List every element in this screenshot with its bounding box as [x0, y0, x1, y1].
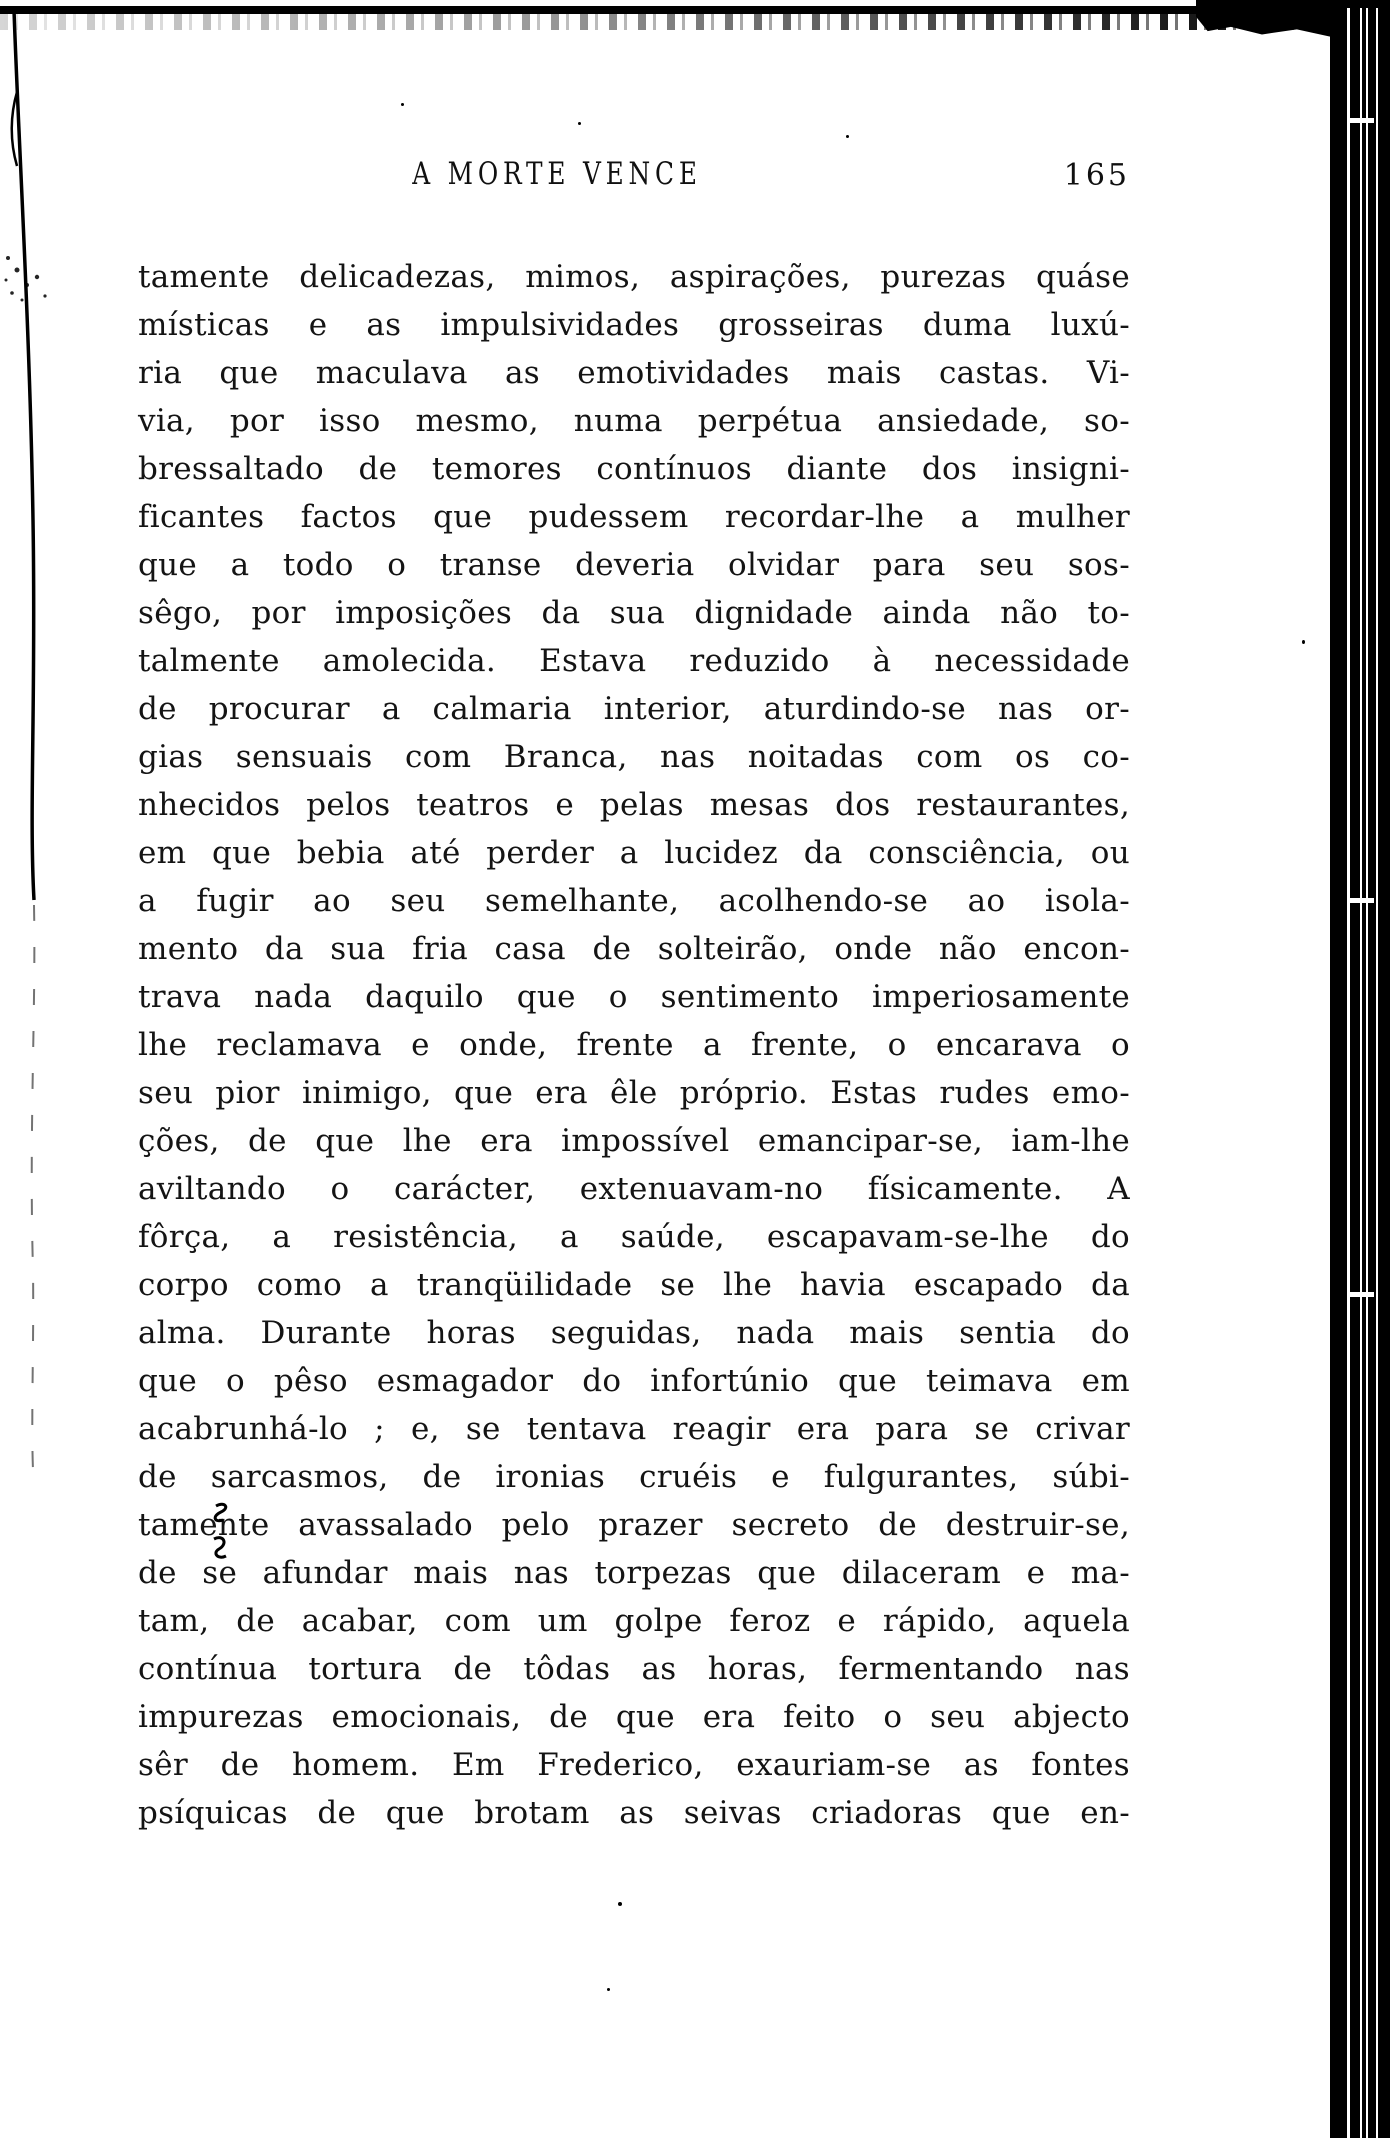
page-title: A MORTE VENCE: [412, 156, 702, 192]
scan-artifact-binding-gap: [1348, 898, 1374, 903]
text-line: que a todo o transe deveria olvidar para seu sos-: [138, 547, 1130, 583]
scan-speck: [618, 1902, 622, 1906]
scan-artifact-top-speckle: [0, 13, 1390, 30]
scan-speck: [607, 1988, 610, 1991]
text-line: psíquicas de que brotam as seivas criadoras que en-: [138, 1795, 1130, 1831]
body-text: [138, 253, 1130, 1837]
text-line: corpo como a tranqüilidade se lhe havia escapado da: [138, 1267, 1130, 1303]
text-line: impurezas emocionais, de que era feito o seu abjecto: [138, 1699, 1130, 1735]
text-line: lhe reclamava e onde, frente a frente, o encarava o: [138, 1027, 1130, 1063]
scan-speck: [401, 103, 404, 106]
text-line: que o pêso esmagador do infortúnio que teimava em: [138, 1363, 1130, 1399]
text-line: talmente amolecida. Estava reduzido à necessidade: [138, 643, 1130, 679]
text-line: sêr de homem. Em Frederico, exauriam-se as fontes: [138, 1747, 1130, 1783]
text-line: acabrunhá-lo ; e, se tentava reagir era para se crivar: [138, 1411, 1130, 1447]
text-line: de procurar a calmaria interior, aturdindo-se nas or-: [138, 691, 1130, 727]
scan-speck: [846, 135, 849, 138]
text-line: gias sensuais com Branca, nas noitadas com os co-: [138, 739, 1130, 775]
text-line: fôrça, a resistência, a saúde, escapavam-se-lhe do: [138, 1219, 1130, 1255]
text-line: ria que maculava as emotividades mais castas. Vi-: [138, 355, 1130, 391]
text-line: ções, de que lhe era impossível emancipar-se, iam-lhe: [138, 1123, 1130, 1159]
text-line: tamente avassalado pelo prazer secreto de destruir-se,: [138, 1507, 1130, 1543]
text-line: de sarcasmos, de ironias cruéis e fulgurantes, súbi-: [138, 1459, 1130, 1495]
scan-artifact-right-binding: [1330, 8, 1390, 2138]
scan-artifact-binding-gap: [1348, 118, 1374, 123]
text-line: via, por isso mesmo, numa perpétua ansiedade, so-: [138, 403, 1130, 439]
text-line: mento da sua fria casa de solteirão, onde não encon-: [138, 931, 1130, 967]
text-line: místicas e as impulsividades grosseiras duma luxú-: [138, 307, 1130, 343]
text-line: ficantes factos que pudessem recordar-lhe a mulher: [138, 499, 1130, 535]
scan-artifact-binding-gap: [1348, 1292, 1374, 1297]
scan-speck: [1302, 640, 1305, 644]
ink-blot: [204, 1499, 240, 1565]
page-number: 165: [1063, 158, 1130, 193]
text-line: tamente delicadezas, mimos, aspirações, purezas quáse: [138, 259, 1130, 295]
text-line: a fugir ao seu semelhante, acolhendo-se ao isola-: [138, 883, 1130, 919]
scan-speck: [578, 122, 581, 125]
running-head: [138, 156, 1130, 200]
text-line: nhecidos pelos teatros e pelas mesas dos restaurantes,: [138, 787, 1130, 823]
text-line: sêgo, por imposições da sua dignidade ainda não to-: [138, 595, 1130, 631]
text-line: em que bebia até perder a lucidez da consciência, ou: [138, 835, 1130, 871]
text-line: seu pior inimigo, que era êle próprio. Estas rudes emo-: [138, 1075, 1130, 1111]
text-line: alma. Durante horas seguidas, nada mais sentia do: [138, 1315, 1130, 1351]
text-line: aviltando o carácter, extenuavam-no físicamente. A: [138, 1171, 1130, 1207]
text-line: contínua tortura de tôdas as horas, fermentando nas: [138, 1651, 1130, 1687]
text-line: tam, de acabar, com um golpe feroz e rápido, aquela: [138, 1603, 1130, 1639]
text-line: trava nada daquilo que o sentimento imperiosamente: [138, 979, 1130, 1015]
text-line: bressaltado de temores contínuos diante dos insigni-: [138, 451, 1130, 487]
scan-artifact-left-edge: [0, 0, 90, 1600]
text-line: de se afundar mais nas torpezas que dilaceram e ma-: [138, 1555, 1130, 1591]
